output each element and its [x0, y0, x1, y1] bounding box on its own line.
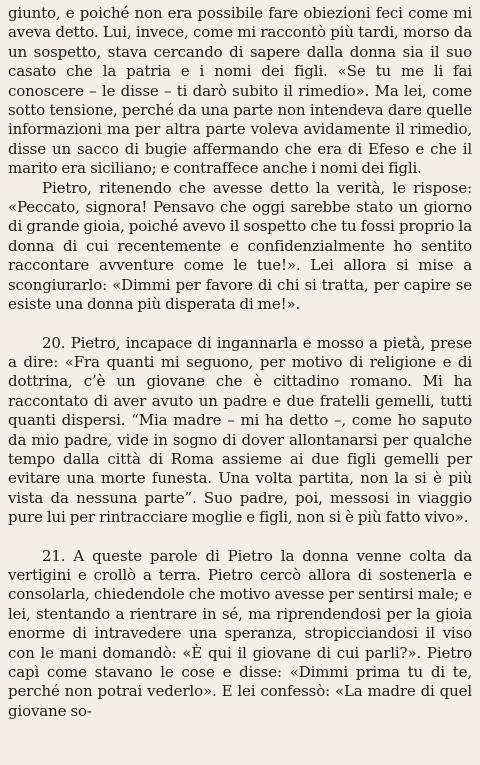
paragraph-section-20: 20. Pietro, incapace di ingannarla e mosso a pietà, prese a dire: «Fra quanti mi seguono, per motivo di religione e di dottrina, c’è un giovane che è cittadino romano. Mi ha raccontato di aver avuto un padre e due fratelli gemelli, tutti quanti dispersi. “Mia madre – mi ha detto –, come ho saputo da mio padre, vide in sogno di dover allontanarsi per qualche tempo dalla città di Roma assieme ai due figli gemelli per evitare una morte funesta. Una volta partita, non la si è più vista da nessuna parte”. Suo padre, poi, messosi in viaggio pure lui per rintracciare moglie e figli, non si è più fatto vivo».	[8, 333, 472, 527]
paragraph-continuation: giunto, e poiché non era possibile fare obiezioni feci come mi aveva detto. Lui, invece, come mi raccontò più tardi, morso da un sospetto, stava cercando di sapere dalla donna sia il suo casato che la patria e i nomi dei figli. «Se tu me li fai conoscere – le disse – ti darò subito il rimedio». Ma lei, come sotto tensione, perché da una parte non intendeva dare quelle informazioni ma per altra parte voleva avidamente il rimedio, disse un sacco di bugie affermando che era di Efeso e che il marito era siciliano; e contraffece anche i nomi dei figli.	[8, 4, 472, 178]
paragraph-section-21: 21. A queste parole di Pietro la donna venne colta da vertigini e crollò a terra. Pietro cercò allora di sostenerla e consolarla, chiedendole che motivo avesse per sentirsi male; e lei, stentando a rientrare in sé, ma riprendendosi per la gioia enorme di intravedere una speranza, stropicciandosi il viso con le mani domandò: «È qui il giovane di cui parli?». Pietro capì come stavano le cose e disse: «Dimmi prima tu di te, perché non potrai vederlo». E lei confessò: «La madre di quel giovane so-	[8, 546, 472, 720]
paragraph-pietro-reply: Pietro, ritenendo che avesse detto la verità, le rispose: «Peccato, signora! Pensavo che oggi sarebbe stato un giorno di grande gioia, poiché avevo il sospetto che tu fossi proprio la donna di cui recentemente e confidenzialmente ho sentito raccontare avventure come le tue!». Lei allora si mise a scongiurarlo: «Dimmi per favore di chi si tratta, per capire se esiste una donna più disperata di me!».	[8, 178, 472, 314]
